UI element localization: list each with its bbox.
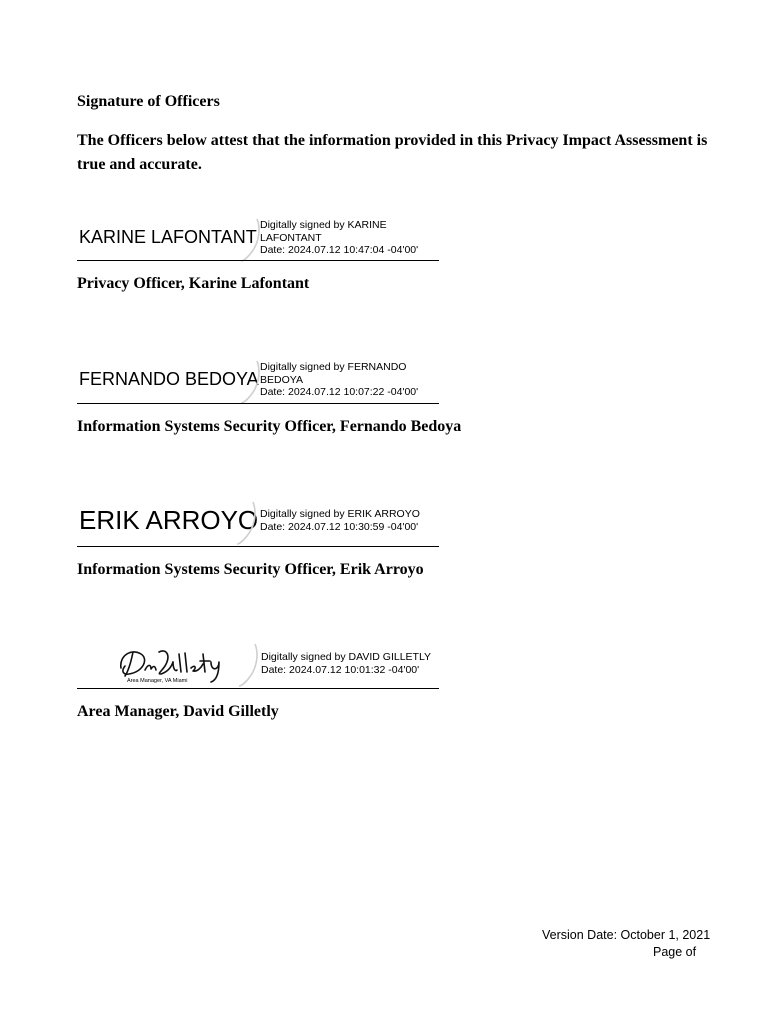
signature-line — [77, 688, 439, 689]
signature-details: Digitally signed by KARINE LAFONTANT Date: 2024.07.12 10:47:04 -04'00' — [260, 219, 419, 256]
signer-name: KARINE LAFONTANT — [79, 227, 257, 247]
digital-signature-mark-icon — [233, 500, 259, 546]
svg-text:Area Manager, VA Miami: Area Manager, VA Miami — [127, 678, 188, 684]
signature-block-privacy-officer — [77, 215, 439, 300]
officer-role-label: Privacy Officer, Karine Lafontant — [77, 275, 310, 292]
signature-line — [77, 546, 439, 547]
signer-name: ERIK ARROYO — [79, 505, 259, 535]
officer-role-label: Information Systems Security Officer, Fernando Bedoya — [77, 418, 462, 435]
officer-role-label: Area Manager, David Gilletly — [77, 703, 279, 720]
digital-signature-mark-icon — [235, 642, 261, 688]
signature-line — [77, 403, 439, 404]
signature-block-isso-bedoya — [77, 357, 462, 442]
officer-role-label: Information Systems Security Officer, Erik Arroyo — [77, 561, 424, 578]
signature-block-area-manager — [77, 642, 439, 727]
handwritten-signature-icon — [115, 644, 227, 684]
signature-details: Digitally signed by DAVID GILLETLY Date: 2024.07.12 10:01:32 -04'00' — [261, 651, 432, 676]
attestation-text: The Officers below attest that the information provided in this Privacy Impact Assessment is true and accurate. — [77, 132, 708, 173]
page-number: Page of — [653, 945, 697, 959]
signer-name: FERNANDO BEDOYA — [79, 369, 259, 389]
signature-details: Digitally signed by FERNANDO BEDOYA Date: 2024.07.12 10:07:22 -04'00' — [260, 361, 419, 398]
version-date: Version Date: October 1, 2021 — [542, 928, 711, 942]
signature-details: Digitally signed by ERIK ARROYO Date: 2024.07.12 10:30:59 -04'00' — [260, 508, 420, 533]
signature-line — [77, 260, 439, 261]
signature-block-isso-arroyo — [77, 500, 439, 585]
section-title: Signature of Officers — [77, 93, 220, 110]
